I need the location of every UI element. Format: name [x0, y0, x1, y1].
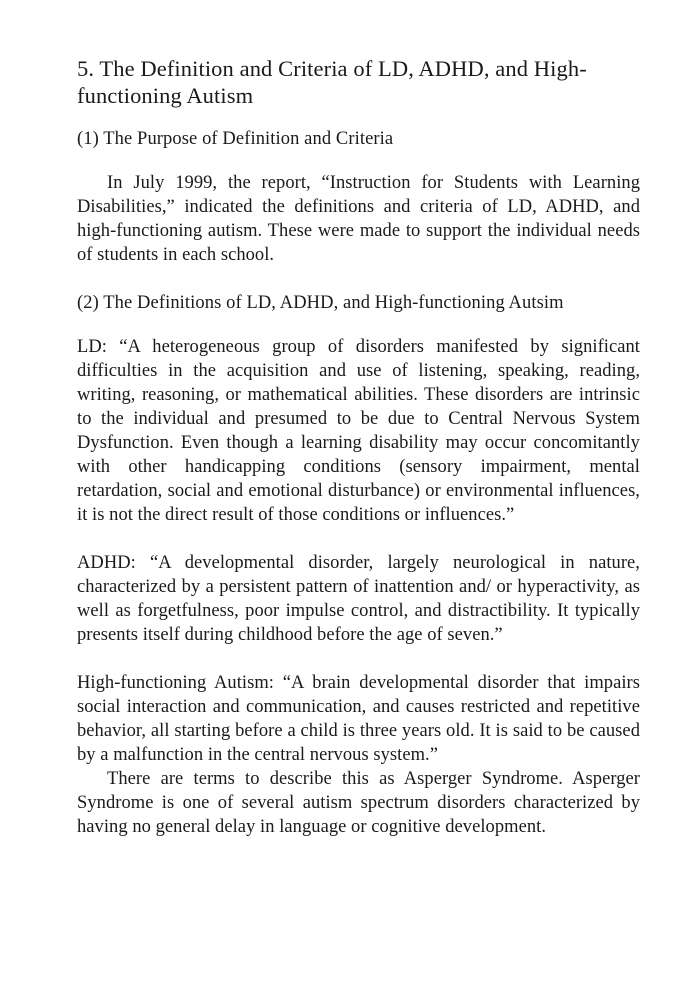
section-title: 5. The Definition and Criteria of LD, ADHD, and High-functioning Autism	[77, 56, 587, 108]
subsection-definitions-title: (2) The Definitions of LD, ADHD, and High-functioning Autsim	[77, 293, 564, 313]
ld-definition-paragraph: LD: “A heterogeneous group of disorders manifested by significant difficulties in the acquisition and use of listening, speaking, reading, writing, reasoning, or mathematical abilities. These disorders are intrinsic to the individual and presumed to be due to Central Nervous System Dysfunction. Even though a learning disability may occur concomitantly with other handicapping conditions (sensory impairment, mental retardation, social and emotional disturbance) or environmental influences, it is not the direct result of those conditions or influences.”	[77, 337, 640, 525]
hfa-definition-paragraph: High-functioning Autism: “A brain developmental disorder that impairs social interaction and communication, and causes restricted and repetitive behavior, all starting before a child is three years old. It is said to be caused by a malfunction in the central nervous system.”	[77, 673, 640, 765]
adhd-definition-paragraph: ADHD: “A developmental disorder, largely neurological in nature, characterized by a persistent pattern of inattention and/ or hyperactivity, as well as forgetfulness, poor impulse control, and distractibility. It typically presents itself during childhood before the age of seven.”	[77, 553, 640, 645]
purpose-paragraph: In July 1999, the report, “Instruction for Students with Learning Disabilities,” indicated the definitions and criteria of LD, ADHD, and high-functioning autism. These were made to support the individual needs of students in each school.	[77, 173, 640, 265]
asperger-paragraph: There are terms to describe this as Asperger Syndrome. Asperger Syndrome is one of several autism spectrum disorders characterized by having no general delay in language or cognitive development.	[77, 769, 640, 837]
subsection-purpose-title: (1) The Purpose of Definition and Criteria	[77, 129, 394, 149]
page-content	[77, 55, 640, 839]
